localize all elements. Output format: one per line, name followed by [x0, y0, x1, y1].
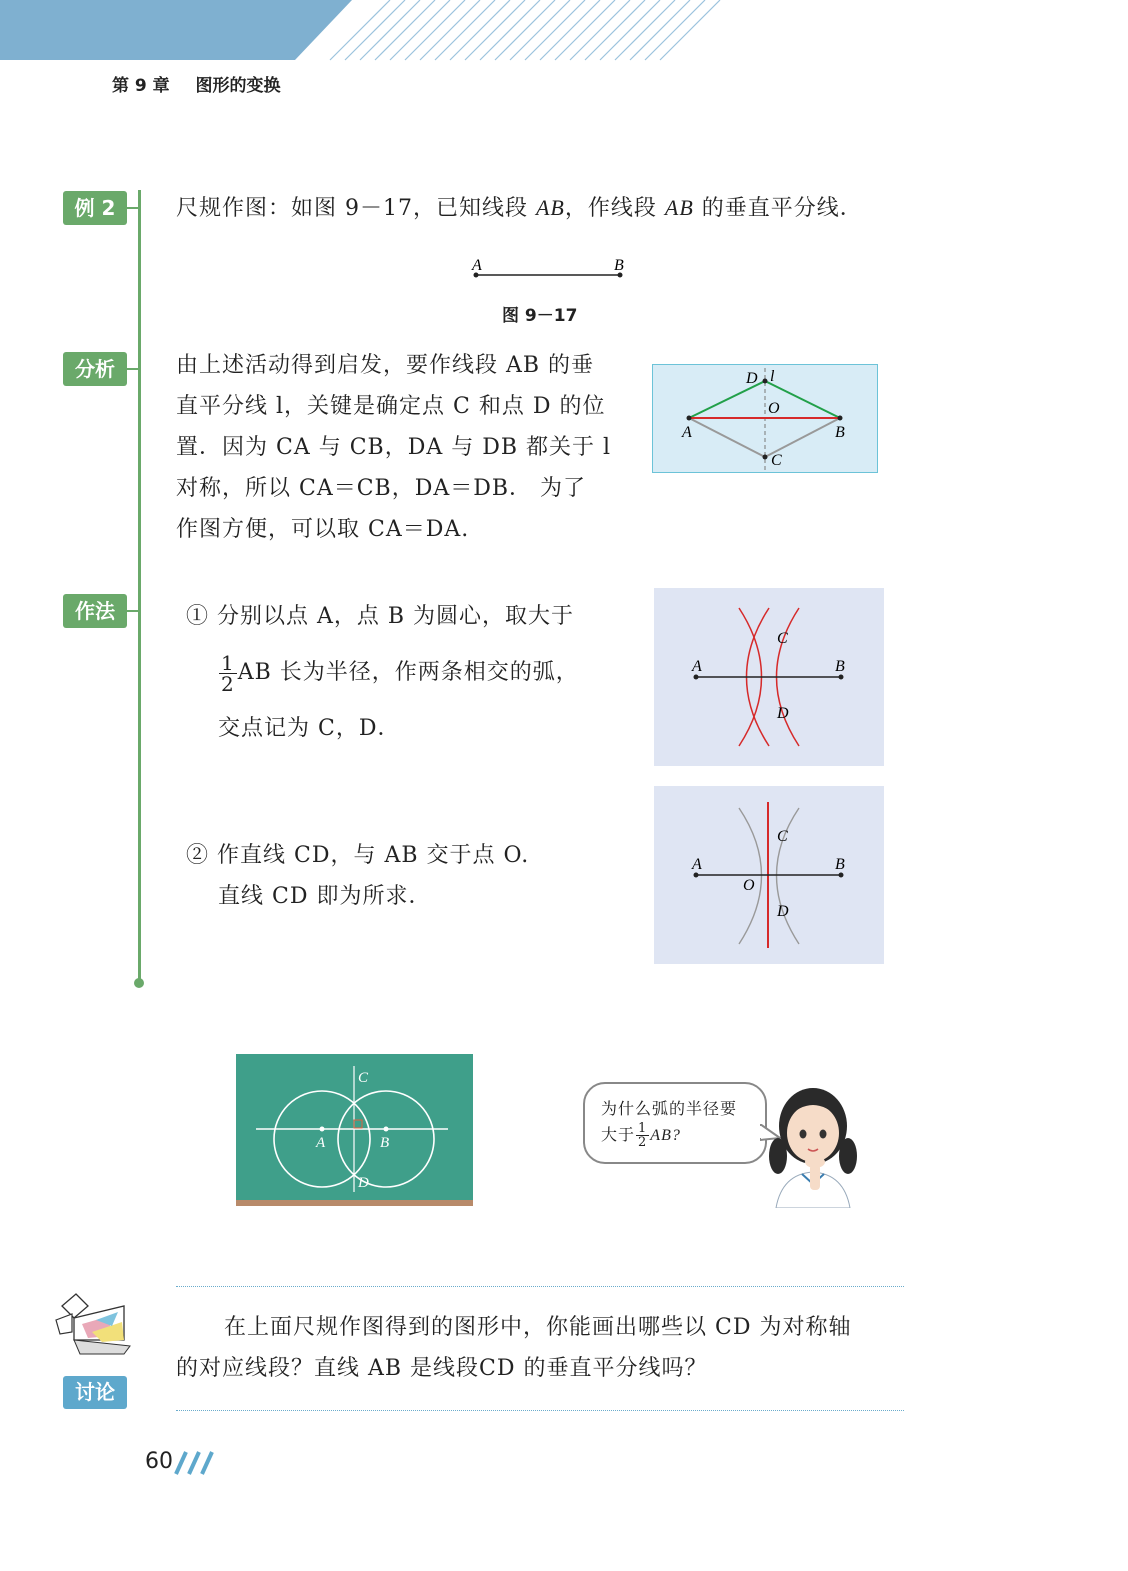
example-tag: 例 2 — [63, 191, 127, 225]
example-margin-line — [138, 190, 141, 983]
step2-line1: ② 作直线 CD，与 AB 交于点 O. — [186, 843, 530, 868]
margin-line-dot — [134, 978, 144, 988]
label-c: C — [777, 630, 788, 647]
chapter-number: 第 9 章 — [112, 76, 170, 96]
step1-line1: ① 分别以点 A，点 B 为圆心，取大于 — [186, 604, 575, 629]
analysis-tag: 分析 — [63, 352, 127, 386]
label-c: C — [771, 452, 782, 469]
chapter-title: 图形的变换 — [195, 76, 281, 96]
method-figure-2 — [654, 786, 884, 964]
header-band — [0, 0, 1128, 62]
label-b: B — [835, 658, 845, 675]
discussion-bottom-rule — [176, 1410, 904, 1411]
girl-illustration — [758, 1078, 863, 1208]
step1-line2: $\frac{1}{2}$ AB 长为半径，作两条相交的弧， — [221, 650, 579, 696]
example-problem: 尺规作图：如图 9－17，已知线段 AB，作线段 AB 的垂直平分线． — [176, 195, 863, 221]
analysis-line: 置．因为 CA 与 CB，DA 与 DB 都关于 l — [176, 435, 612, 460]
method-tag-connector — [127, 610, 139, 612]
page-number: 60 — [145, 1449, 173, 1474]
discussion-tag: 讨论 — [63, 1376, 127, 1409]
method-step-1 — [186, 589, 636, 757]
discussion-line1: 在上面尺规作图得到的图形中，你能画出哪些以 CD 为对称轴 — [224, 1315, 852, 1340]
analysis-line: 对称，所以 CA＝CB，DA＝DB． 为了 — [176, 476, 587, 501]
discussion-line2: 的对应线段？直线 AB 是线段CD 的垂直平分线吗？ — [176, 1356, 708, 1381]
method-tag: 作法 — [63, 594, 127, 628]
label-l: l — [770, 368, 775, 385]
label-d: D — [777, 705, 789, 722]
label-a: A — [692, 856, 702, 873]
label-d: D — [358, 1175, 369, 1191]
bubble-line1: 为什么弧的半径要 — [601, 1099, 738, 1118]
chalkboard-illustration — [236, 1054, 473, 1206]
step1-line3: 交点记为 C，D． — [218, 716, 401, 741]
label-b: B — [835, 856, 845, 873]
method-step-2 — [186, 835, 636, 917]
analysis-line: 作图方便，可以取 CA＝DA. — [176, 517, 470, 542]
label-d: D — [746, 370, 758, 387]
discussion-icon — [52, 1292, 134, 1364]
chapter-header — [112, 71, 281, 96]
bubble-line2: 大于 $\frac{1}{2}$ AB? — [601, 1121, 681, 1150]
discussion-top-rule — [176, 1286, 904, 1287]
analysis-tag-connector — [127, 368, 139, 370]
page-number-slashes — [174, 1450, 216, 1476]
label-a: A — [692, 658, 702, 675]
method-figure-1 — [654, 588, 884, 766]
analysis-figure — [652, 364, 879, 474]
figure-9-17 — [460, 250, 640, 290]
bubble-fraction: $\frac{1}{2}$ — [638, 1121, 648, 1150]
label-d: D — [777, 903, 789, 920]
figure-caption: 图 9－17 — [502, 306, 578, 326]
analysis-text — [176, 345, 636, 550]
step2-line2: 直线 CD 即为所求． — [218, 884, 432, 909]
label-b: B — [835, 424, 845, 441]
label-a: A — [472, 257, 482, 274]
fraction-one-half: $\frac{1}{2}$ — [221, 650, 235, 696]
label-c: C — [358, 1070, 369, 1086]
label-a: A — [682, 424, 692, 441]
label-o: O — [768, 400, 780, 417]
label-o: O — [743, 877, 755, 894]
label-c: C — [777, 828, 788, 845]
discussion-text — [176, 1307, 916, 1389]
label-b: B — [380, 1135, 390, 1151]
speech-bubble — [583, 1082, 767, 1164]
label-a: A — [316, 1135, 326, 1151]
analysis-line: 直平分线 l，关键是确定点 C 和点 D 的位 — [176, 394, 606, 419]
example-tag-connector — [127, 207, 139, 209]
analysis-line: 由上述活动得到启发，要作线段 AB 的垂 — [176, 353, 595, 378]
label-b: B — [614, 257, 624, 274]
